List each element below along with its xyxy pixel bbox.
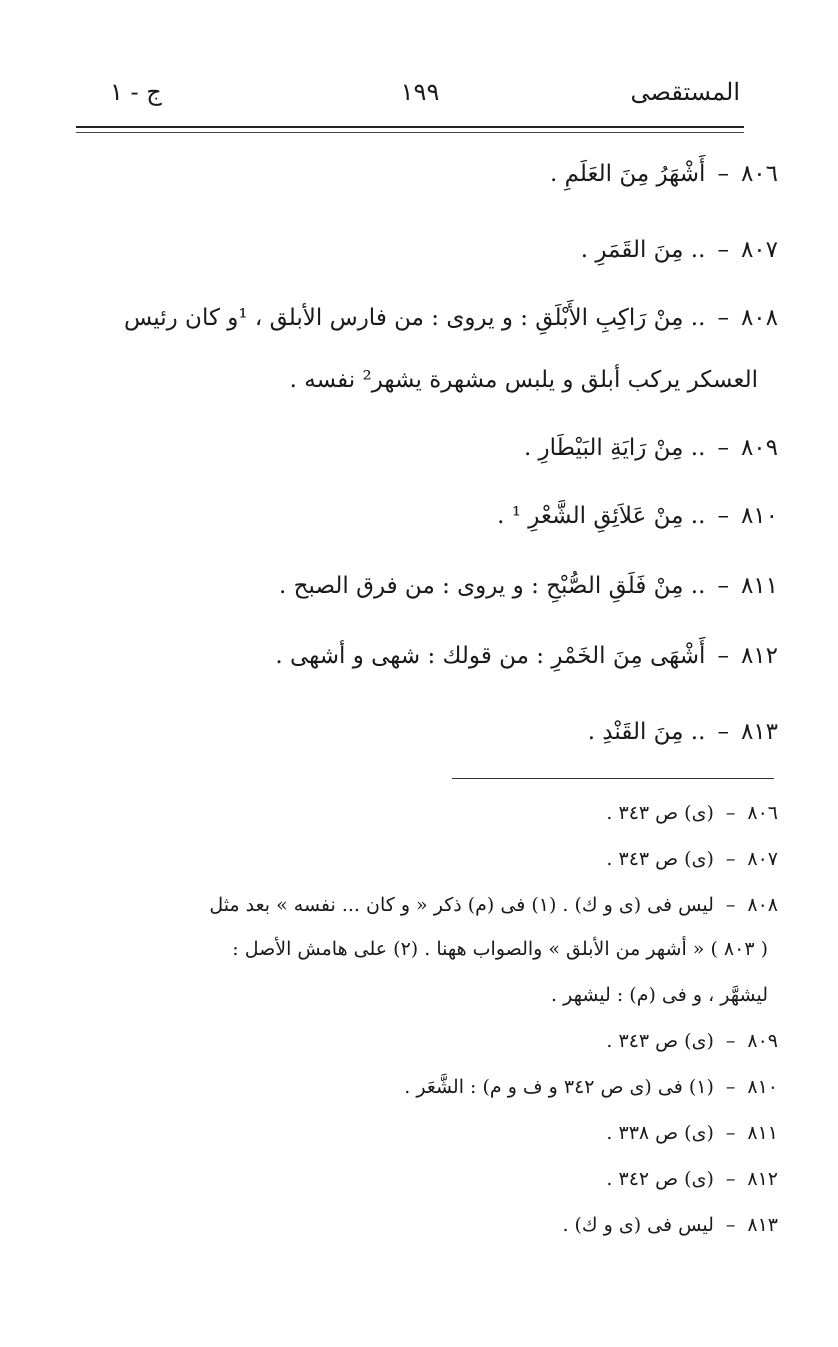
entry-dash: – — [717, 719, 729, 745]
entry-text: .. مِنَ القَمَرِ . — [580, 237, 706, 263]
entry-806 — [80, 156, 778, 193]
page-number: ١٩٩ — [400, 78, 440, 106]
entry-dash: – — [717, 161, 729, 187]
note-text: (ى) ص ٣٤٣ . — [606, 848, 714, 870]
note-text: (ى) ص ٣٤٢ . — [606, 1168, 714, 1190]
entry-number: ٨٠٨ — [740, 305, 778, 331]
entry-number: ٨٠٧ — [740, 237, 778, 263]
note-dash: – — [725, 1030, 736, 1052]
entry-dash: – — [717, 305, 729, 331]
entry-dash: – — [717, 435, 729, 461]
entry-text: .. مِنْ عَلاَئِقِ الشَّعْرِ ¹ . — [497, 503, 706, 529]
entry-dash: – — [717, 643, 729, 669]
note-813 — [80, 1214, 778, 1236]
note-number: ٨٠٨ — [747, 894, 778, 916]
note-number: ٨٠٦ — [747, 802, 778, 824]
entry-text: .. مِنْ رَايَةِ البَيْطَارِ . — [523, 435, 706, 461]
note-806 — [80, 802, 778, 824]
note-text: (ى) ص ٣٤٣ . — [606, 802, 714, 824]
entry-text-continuation: العسكر يركب أبلق و يلبس مشهرة يشهر² نفسه . — [289, 367, 758, 393]
header-rule — [76, 126, 744, 133]
entry-dash: – — [717, 237, 729, 263]
entry-number: ٨١٢ — [740, 643, 778, 669]
note-809 — [80, 1030, 778, 1052]
entry-813 — [80, 714, 778, 751]
note-808 — [80, 894, 778, 916]
note-dash: – — [725, 1122, 736, 1144]
note-dash: – — [725, 802, 736, 824]
note-number: ٨١٢ — [747, 1168, 778, 1190]
note-810 — [80, 1076, 778, 1098]
entry-number: ٨٠٦ — [740, 161, 778, 187]
note-dash: – — [725, 1168, 736, 1190]
entry-text: .. مِنْ فَلَقِ الصُّبْحِ : و يروى : من فرق الصبح . — [279, 573, 706, 599]
entry-text: .. مِنَ القَنْدِ . — [587, 719, 706, 745]
note-number: ٨١٠ — [747, 1076, 778, 1098]
note-text: (ى) ص ٣٤٣ . — [606, 1030, 714, 1052]
entry-number: ٨٠٩ — [740, 435, 778, 461]
entry-dash: – — [717, 503, 729, 529]
entry-807 — [80, 232, 778, 269]
entry-text: أَشْهَرُ مِنَ العَلَمِ . — [549, 161, 706, 187]
note-number: ٨١٣ — [747, 1214, 778, 1236]
entry-812 — [80, 638, 778, 675]
volume-label: ج - ١ — [110, 78, 162, 106]
entry-810 — [80, 498, 778, 535]
book-title: المستقصى — [630, 78, 740, 106]
note-808-continuation-1 — [80, 938, 768, 960]
note-text: ليس فى (ى و ك) . — [562, 1214, 714, 1236]
entry-808 — [80, 300, 778, 337]
running-head — [100, 78, 740, 114]
note-text-continuation: ليشهَّر ، و فى (م) : ليشهر . — [551, 984, 768, 1006]
entry-number: ٨١٠ — [740, 503, 778, 529]
entry-text: .. مِنْ رَاكِبِ الأَبْلَقِ : و يروى : من فارس الأبلق ، ¹و كان رئيس — [123, 305, 706, 331]
note-number: ٨١١ — [747, 1122, 778, 1144]
note-text: (١) فى (ى ص ٣٤٢ و ف و م) : الشَّعَر . — [404, 1076, 714, 1098]
note-808-continuation-2 — [80, 984, 768, 1006]
note-dash: – — [725, 1214, 736, 1236]
entry-811 — [80, 568, 778, 605]
entry-dash: – — [717, 573, 729, 599]
note-dash: – — [725, 894, 736, 916]
note-811 — [80, 1122, 778, 1144]
entry-808-continuation — [80, 362, 758, 399]
note-number: ٨٠٧ — [747, 848, 778, 870]
note-text: (ى) ص ٣٣٨ . — [606, 1122, 714, 1144]
entry-number: ٨١١ — [740, 573, 778, 599]
entry-809 — [80, 430, 778, 467]
note-dash: – — [725, 848, 736, 870]
note-text: ليس فى (ى و ك) . (١) فى (م) ذكر « و كان ... نفسه » بعد مثل — [209, 894, 714, 916]
entry-text: أَشْهَى مِنَ الخَمْرِ : من قولك : شهى و أشهى . — [275, 643, 706, 669]
note-number: ٨٠٩ — [747, 1030, 778, 1052]
note-812 — [80, 1168, 778, 1190]
footnote-rule — [452, 778, 774, 779]
note-text-continuation: ( ٨٠٣ ) « أشهر من الأبلق » والصواب ههنا . (٢) على هامش الأصل : — [232, 938, 768, 960]
note-807 — [80, 848, 778, 870]
entry-number: ٨١٣ — [740, 719, 778, 745]
note-dash: – — [725, 1076, 736, 1098]
